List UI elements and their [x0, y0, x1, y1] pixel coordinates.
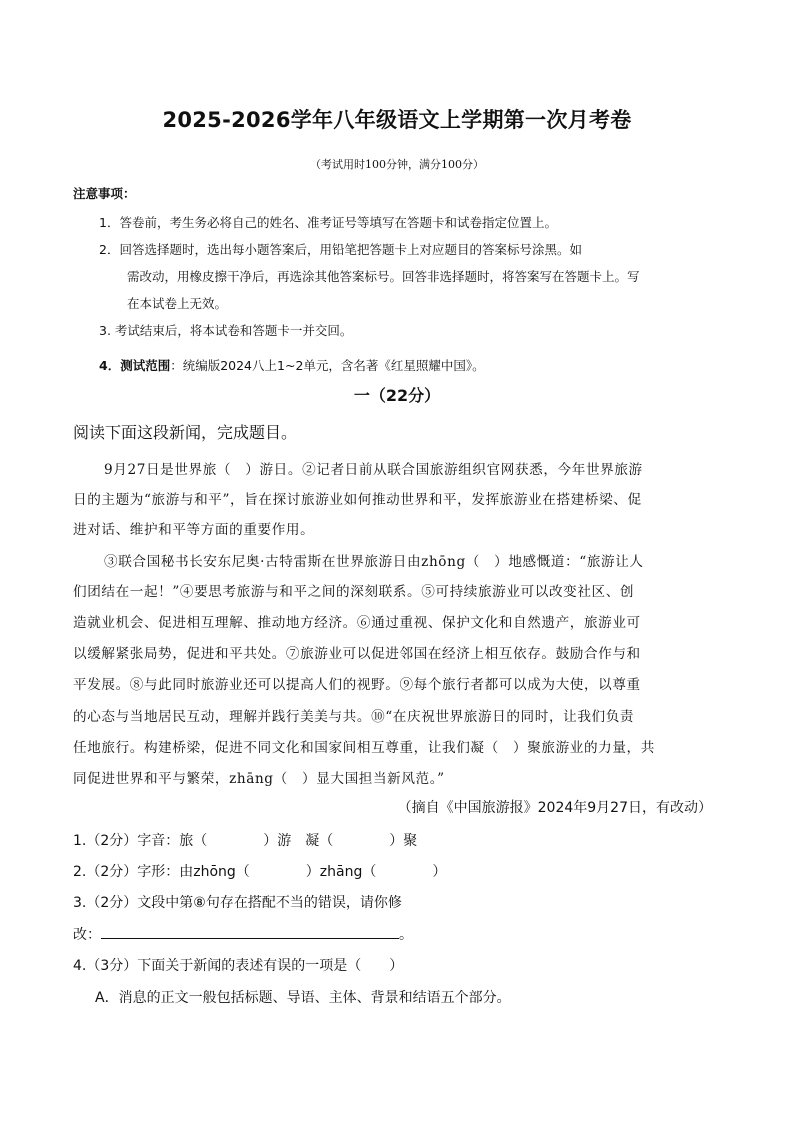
article-line: 平发展。⑧与此同时旅游业还可以提高人们的视野。⑨每个旅行者都可以成为大使，以尊重 — [73, 677, 641, 693]
article-line: 日的主题为“旅游与和平”，旨在探讨旅游业如何推动世界和平，发挥旅游业在搭建桥梁、促 — [73, 492, 642, 508]
article-line: 以缓解紧张局势，促进和平共处。⑦旅游业可以促进邻国在经济上相互依存。鼓励合作与和 — [73, 646, 641, 662]
question-1: 1.（2分）字音：旅（ ）游 凝（ ）聚 — [73, 833, 418, 849]
notice-heading: 注意事项： — [73, 186, 136, 201]
question-4-option-a: A．消息的正文一般包括标题、导语、主体、背景和结语五个部分。 — [95, 990, 511, 1006]
article-source: （摘自《中国旅游报》2024年9月27日，有改动） — [397, 800, 712, 816]
notice-item-continued: 需改动，用橡皮擦干净后，再选涂其他答案标号。回答非选择题时，将答案写在答题卡上。写 — [127, 269, 640, 284]
reading-instruction: 阅读下面这段新闻，完成题目。 — [73, 423, 298, 442]
article-line: 9月27日是世界旅（ ）游日。②记者日前从联合国旅游组织官网获悉，今年世界旅游 — [104, 462, 643, 478]
notice-item: 1．答卷前，考生务必将自己的姓名、准考证号等填写在答题卡和试卷指定位置上。 — [99, 215, 557, 230]
article-line: 任地旅行。构建桥梁，促进不同文化和国家间相互尊重，让我们凝（ ）聚旅游业的力量，共 — [73, 740, 655, 756]
notice-item-continued: 在本试卷上无效。 — [127, 296, 228, 311]
scope-label: 4．测试范围 — [99, 358, 171, 373]
answer-blank[interactable] — [101, 924, 399, 939]
question-3-answer-line — [73, 924, 413, 944]
answer-suffix: 。 — [399, 927, 413, 943]
exam-subtitle: （考试用时100分钟，满分100分） — [310, 158, 484, 171]
question-2: 2.（2分）字形：由zhōng（ ）zhāng（ ） — [73, 864, 447, 880]
article-line: 们团结在一起！”④要思考旅游与和平之间的深刻联系。⑤可持续旅游业可以改变社区、创 — [73, 584, 635, 600]
question-3: 3.（2分）文段中第⑧句存在搭配不当的错误，请你修 — [73, 895, 402, 911]
article-line: ③联合国秘书长安东尼奥·古特雷斯在世界旅游日由zhōng（ ）地感慨道：“旅游让人 — [104, 554, 644, 570]
notice-item-scope — [99, 356, 485, 374]
section-heading: 一（22分） — [353, 386, 441, 405]
scope-text: ：统编版2024八上1~2单元，含名著《红星照耀中国》。 — [170, 358, 485, 373]
article-line: 造就业机会、促进相互理解、推动地方经济。⑥通过重视、保护文化和自然遗产，旅游业可 — [73, 615, 641, 631]
question-4: 4.（3分）下面关于新闻的表述有误的一项是（ ） — [73, 958, 404, 974]
article-line: 进对话、维护和平等方面的重要作用。 — [73, 522, 315, 538]
notice-item: 2．回答选择题时，选出每小题答案后，用铅笔把答题卡上对应题目的答案标号涂黑。如 — [99, 242, 582, 257]
article-line: 的心态与当地居民互动，理解并践行美美与共。⑩“在庆祝世界旅游日的同时，让我们负责 — [73, 709, 635, 725]
answer-prefix: 改： — [73, 927, 101, 943]
article-line: 同促进世界和平与繁荣，zhāng（ ）显大国担当新风范。” — [73, 771, 445, 787]
exam-title: 2025-2026学年八年级语文上学期第一次月考卷 — [162, 108, 632, 132]
notice-item: 3. 考试结束后，将本试卷和答题卡一并交回。 — [99, 323, 353, 338]
